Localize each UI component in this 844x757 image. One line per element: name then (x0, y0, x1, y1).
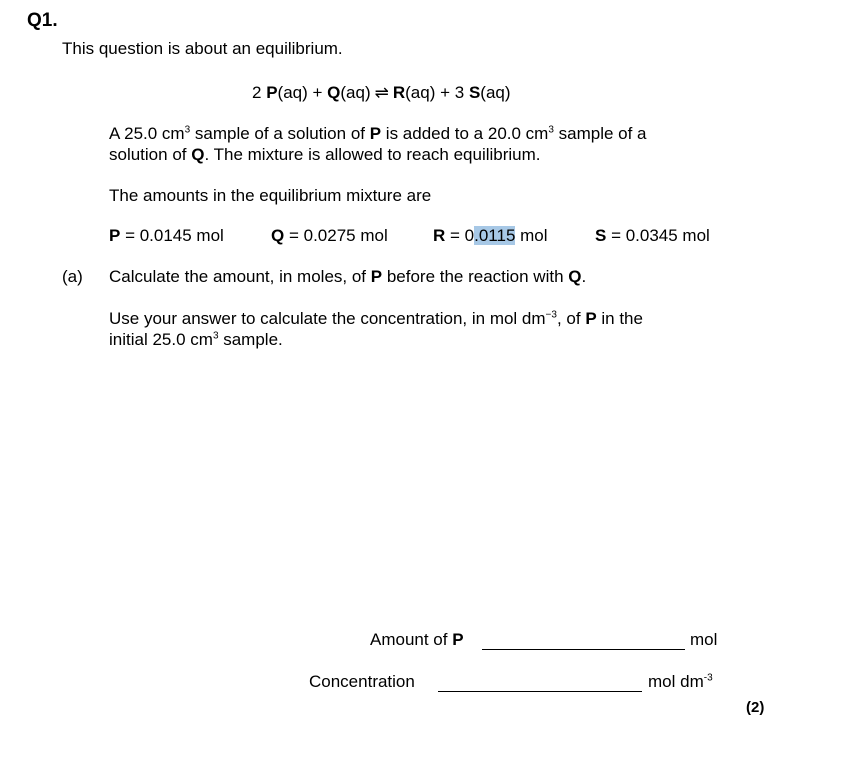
equation-part1-state: (aq) + (277, 83, 328, 102)
concentration-answer-label: Concentration (309, 672, 415, 691)
chemical-equation (252, 83, 511, 103)
amount-answer-unit: mol (690, 630, 718, 649)
amount-q: Q = 0.0275 mol (271, 226, 388, 245)
part-a-instruction: Calculate the amount, in moles, of P before the reaction with Q. (109, 267, 587, 286)
description-line-1: A 25.0 $cm^3$ sample of a solution of P is added to a 20.0 $cm^3$ sample of a (109, 124, 647, 143)
amount-s: S = 0.0345 mol (595, 226, 710, 245)
equation-species-q: Q (327, 83, 341, 102)
instruction-line-1: Use your answer to calculate the concentration, in mol $dm^{-3}$, of P in the (109, 309, 643, 328)
concentration-answer-unit: mol $dm^{-3}$ (648, 672, 713, 691)
description-paragraph (109, 123, 647, 165)
equilibrium-arrow-icon: ⇌ (374, 83, 389, 102)
equation-species-p: P (266, 83, 278, 102)
equation-part4-state: (aq) (480, 83, 511, 102)
amounts-heading: The amounts in the equilibrium mixture are (109, 186, 432, 205)
text-selection-highlight[interactable]: .0115 (474, 226, 516, 245)
question-intro: This question is about an equilibrium. (62, 39, 343, 58)
amount-p: P = 0.0145 mol (109, 226, 224, 245)
concentration-answer-field[interactable] (438, 691, 642, 692)
equation-part1-coef: 2 (252, 83, 267, 102)
equation-species-s: S (468, 83, 481, 102)
equation-species-r: R (392, 83, 406, 102)
question-number: Q1. (27, 10, 58, 31)
instruction-line-2: initial 25.0 $cm^3$ sample. (109, 330, 283, 349)
equation-part3-state: (aq) + 3 (405, 83, 469, 102)
amount-answer-field[interactable] (482, 649, 685, 650)
marks-indicator: (2) (746, 699, 765, 716)
amount-answer-label: Amount of P (370, 630, 464, 649)
description-line-2: solution of Q. The mixture is allowed to reach equilibrium. (109, 145, 541, 164)
amount-r: R = 0.0115 mol (433, 226, 548, 245)
equation-part2-state: (aq) (340, 83, 371, 102)
part-a-label: (a) (62, 267, 83, 286)
part-a-instruction-2 (109, 308, 643, 350)
